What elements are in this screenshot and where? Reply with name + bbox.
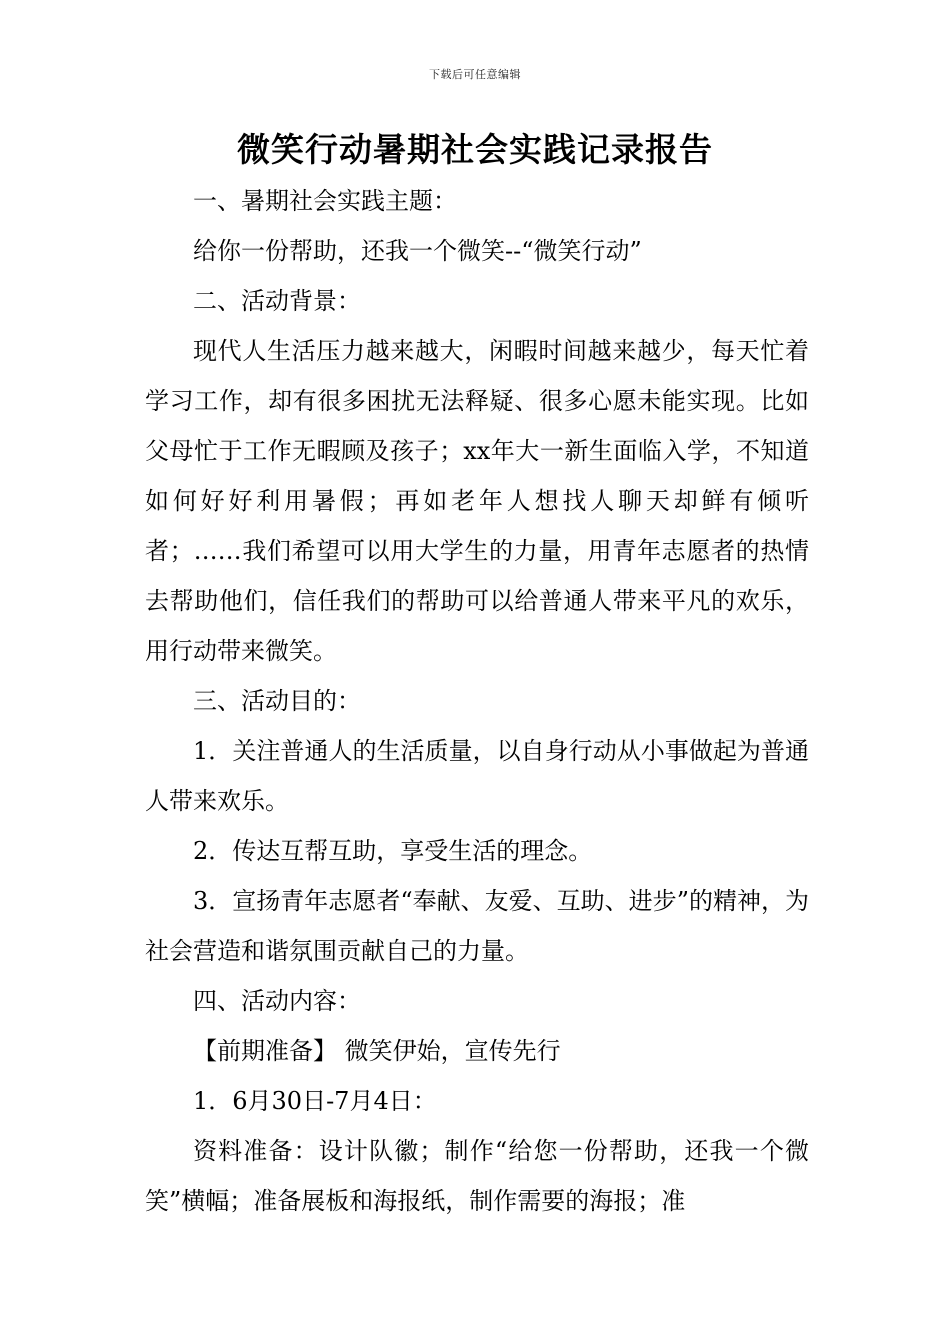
header-note: 下载后可任意编辑 [429,68,521,81]
section-heading-background: 二、活动背景： [193,287,361,315]
schedule-item-1: 1．6月30日-7月4日： [193,1087,437,1115]
purpose-item-1: 1．关注普通人的生活质量，以自身行动从小事做起为普通人带来欢乐。 [145,737,809,815]
section-heading-purpose: 三、活动目的： [193,687,361,715]
purpose-item-3: 3．宣扬青年志愿者“奉献、友爱、互助、进步”的精神，为社会营造和谐氛围贡献自己的力量。 [145,887,809,965]
subheading-preparation: 【前期准备】 微笑伊始，宣传先行 [193,1037,561,1065]
background-text: 现代人生活压力越来越大，闲暇时间越来越少，每天忙着学习工作，却有很多困扰无法释疑、很多心愿未能实现。比如父母忙于工作无暇顾及孩子；xx年大一新生面临入学，不知道如何好好利用暑假；再如老年人想找人聊天却鲜有倾听者；……我们希望可以用大学生的力量，用青年志愿者的热情去帮助他们，信任我们的帮助可以给普通人带来平凡的欢乐，用行动带来微笑。 [145,337,809,665]
document-title: 微笑行动暑期社会实践记录报告 [237,130,713,169]
section-heading-content: 四、活动内容： [193,987,361,1015]
purpose-item-2: 2．传达互帮互助，享受生活的理念。 [193,837,593,865]
material-preparation-text: 资料准备：设计队徽；制作“给您一份帮助，还我一个微笑”横幅；准备展板和海报纸，制作需要的海报；准 [145,1137,809,1215]
section-heading-theme: 一、暑期社会实践主题： [193,187,457,215]
theme-text: 给你一份帮助，还我一个微笑--“微笑行动” [193,237,642,265]
document-body [145,176,809,1226]
